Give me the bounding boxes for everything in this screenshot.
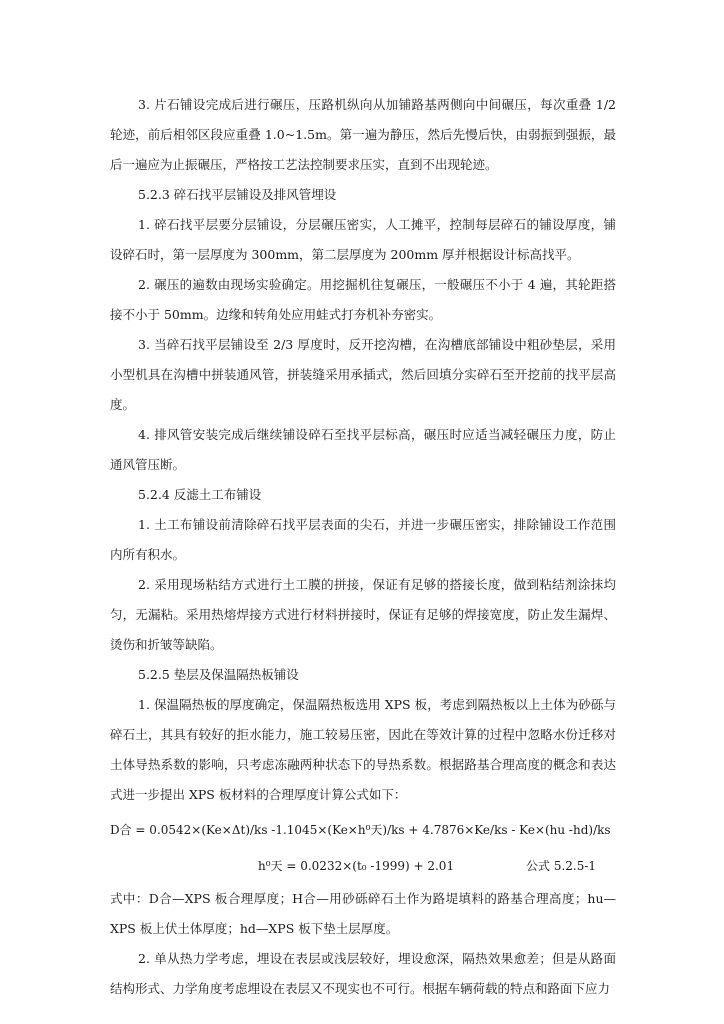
paragraph-geomembrane-joint: 2. 采用现场粘结方式进行土工膜的拼接，保证有足够的搭接长度，做到粘结剂涂抹均匀，无漏粘。采用热熔焊接方式进行材料拼接时，保证有足够的焊接宽度，防止发生漏焊、烫伤和折皱等缺陷。	[110, 577, 616, 652]
section-heading-5-2-4: 5.2.4 反滤土工布铺设	[138, 487, 262, 502]
section-heading-5-2-5: 5.2.5 垫层及保温隔热板铺设	[138, 667, 299, 682]
paragraph-trench-pipe: 3. 当碎石找平层铺设至 2/3 厚度时，反开挖沟槽，在沟槽底部铺设中粗砂垫层，采用小型机具在沟槽中拼装通风管，拼装缝采用承插式，然后回填分实碎石至开挖前的找平层高度。	[110, 337, 616, 412]
formula-number: 公式 5.2.5-1	[526, 859, 597, 873]
paragraph-burial-depth: 2. 单从热力学考虑，埋设在表层或浅层较好，埋设愈深，隔热效果愈差；但是从路面结构形式、力学角度考虑埋设在表层又不现实也不可行。根据车辆荷载的特点和路面下应力	[110, 951, 616, 996]
paragraph-rolling: 3. 片石铺设完成后进行碾压，压路机纵向从加铺路基两侧向中间碾压，每次重叠 1/2 轮迹，前后相邻区段应重叠 1.0~1.5m。第一遍为静压，然后先慢后快，由弱振到强振，最后一遍应为止振碾压，严格按工艺法控制要求压实，直到不出现轮迹。	[110, 97, 616, 172]
paragraph-geotextile-prep: 1. 土工布铺设前清除碎石找平层表面的尖石，并进一步碾压密实，排除铺设工作范围内所有积水。	[110, 517, 616, 562]
paragraph-pipe-protection: 4. 排风管安装完成后继续铺设碎石至找平层标高，碾压时应适当减轻碾压力度，防止通风管压断。	[110, 427, 616, 472]
document-body	[110, 90, 616, 1004]
paragraph-symbol-legend: 式中：D合—XPS 板合理厚度；H合—用砂砾碎石土作为路堤填料的路基合理高度；hu—XPS 板上伏土体厚度；hd—XPS 板下垫土层厚度。	[110, 891, 616, 936]
paragraph-xps-thickness: 1. 保温隔热板的厚度确定，保温隔热板选用 XPS 板，考虑到隔热板以上土体为砂砾与碎石土，其具有较好的拒水能力，施工较易压密，因此在等效计算的过程中忽略水份迁移对土体导热系数的影响，只考虑冻融两种状态下的导热系数。根据路基合理高度的概念和表达式进一步提出 XPS 板材料的合理厚度计算公式如下：	[110, 697, 616, 802]
section-heading-5-2-3: 5.2.3 碎石找平层铺设及排风管埋设	[138, 187, 337, 202]
paragraph-compaction-passes: 2. 碾压的遍数由现场实验确定。用挖掘机往复碾压，一般碾压不小于 4 遍，其轮距搭接不小于 50mm。边缘和转角处应用蛙式打夯机补夯密实。	[110, 277, 616, 322]
formula-h0: h⁰天 = 0.0232×(t₀ -1999) + 2.01	[258, 859, 455, 873]
formula-xps-thickness: D合 = 0.0542×(Ke×Δt)/ks -1.1045×(Ke×h⁰天)/ks + 4.7876×Ke/ks - Ke×(hu -hd)/ks	[110, 823, 611, 837]
formula-h0-row	[110, 848, 616, 884]
paragraph-gravel-layer: 1. 碎石找平层要分层铺设，分层碾压密实，人工摊平，控制每层碎石的铺设厚度，铺设碎石时，第一层厚度为 300mm，第二层厚度为 200mm 厚并根据设计标高找平。	[110, 217, 616, 262]
